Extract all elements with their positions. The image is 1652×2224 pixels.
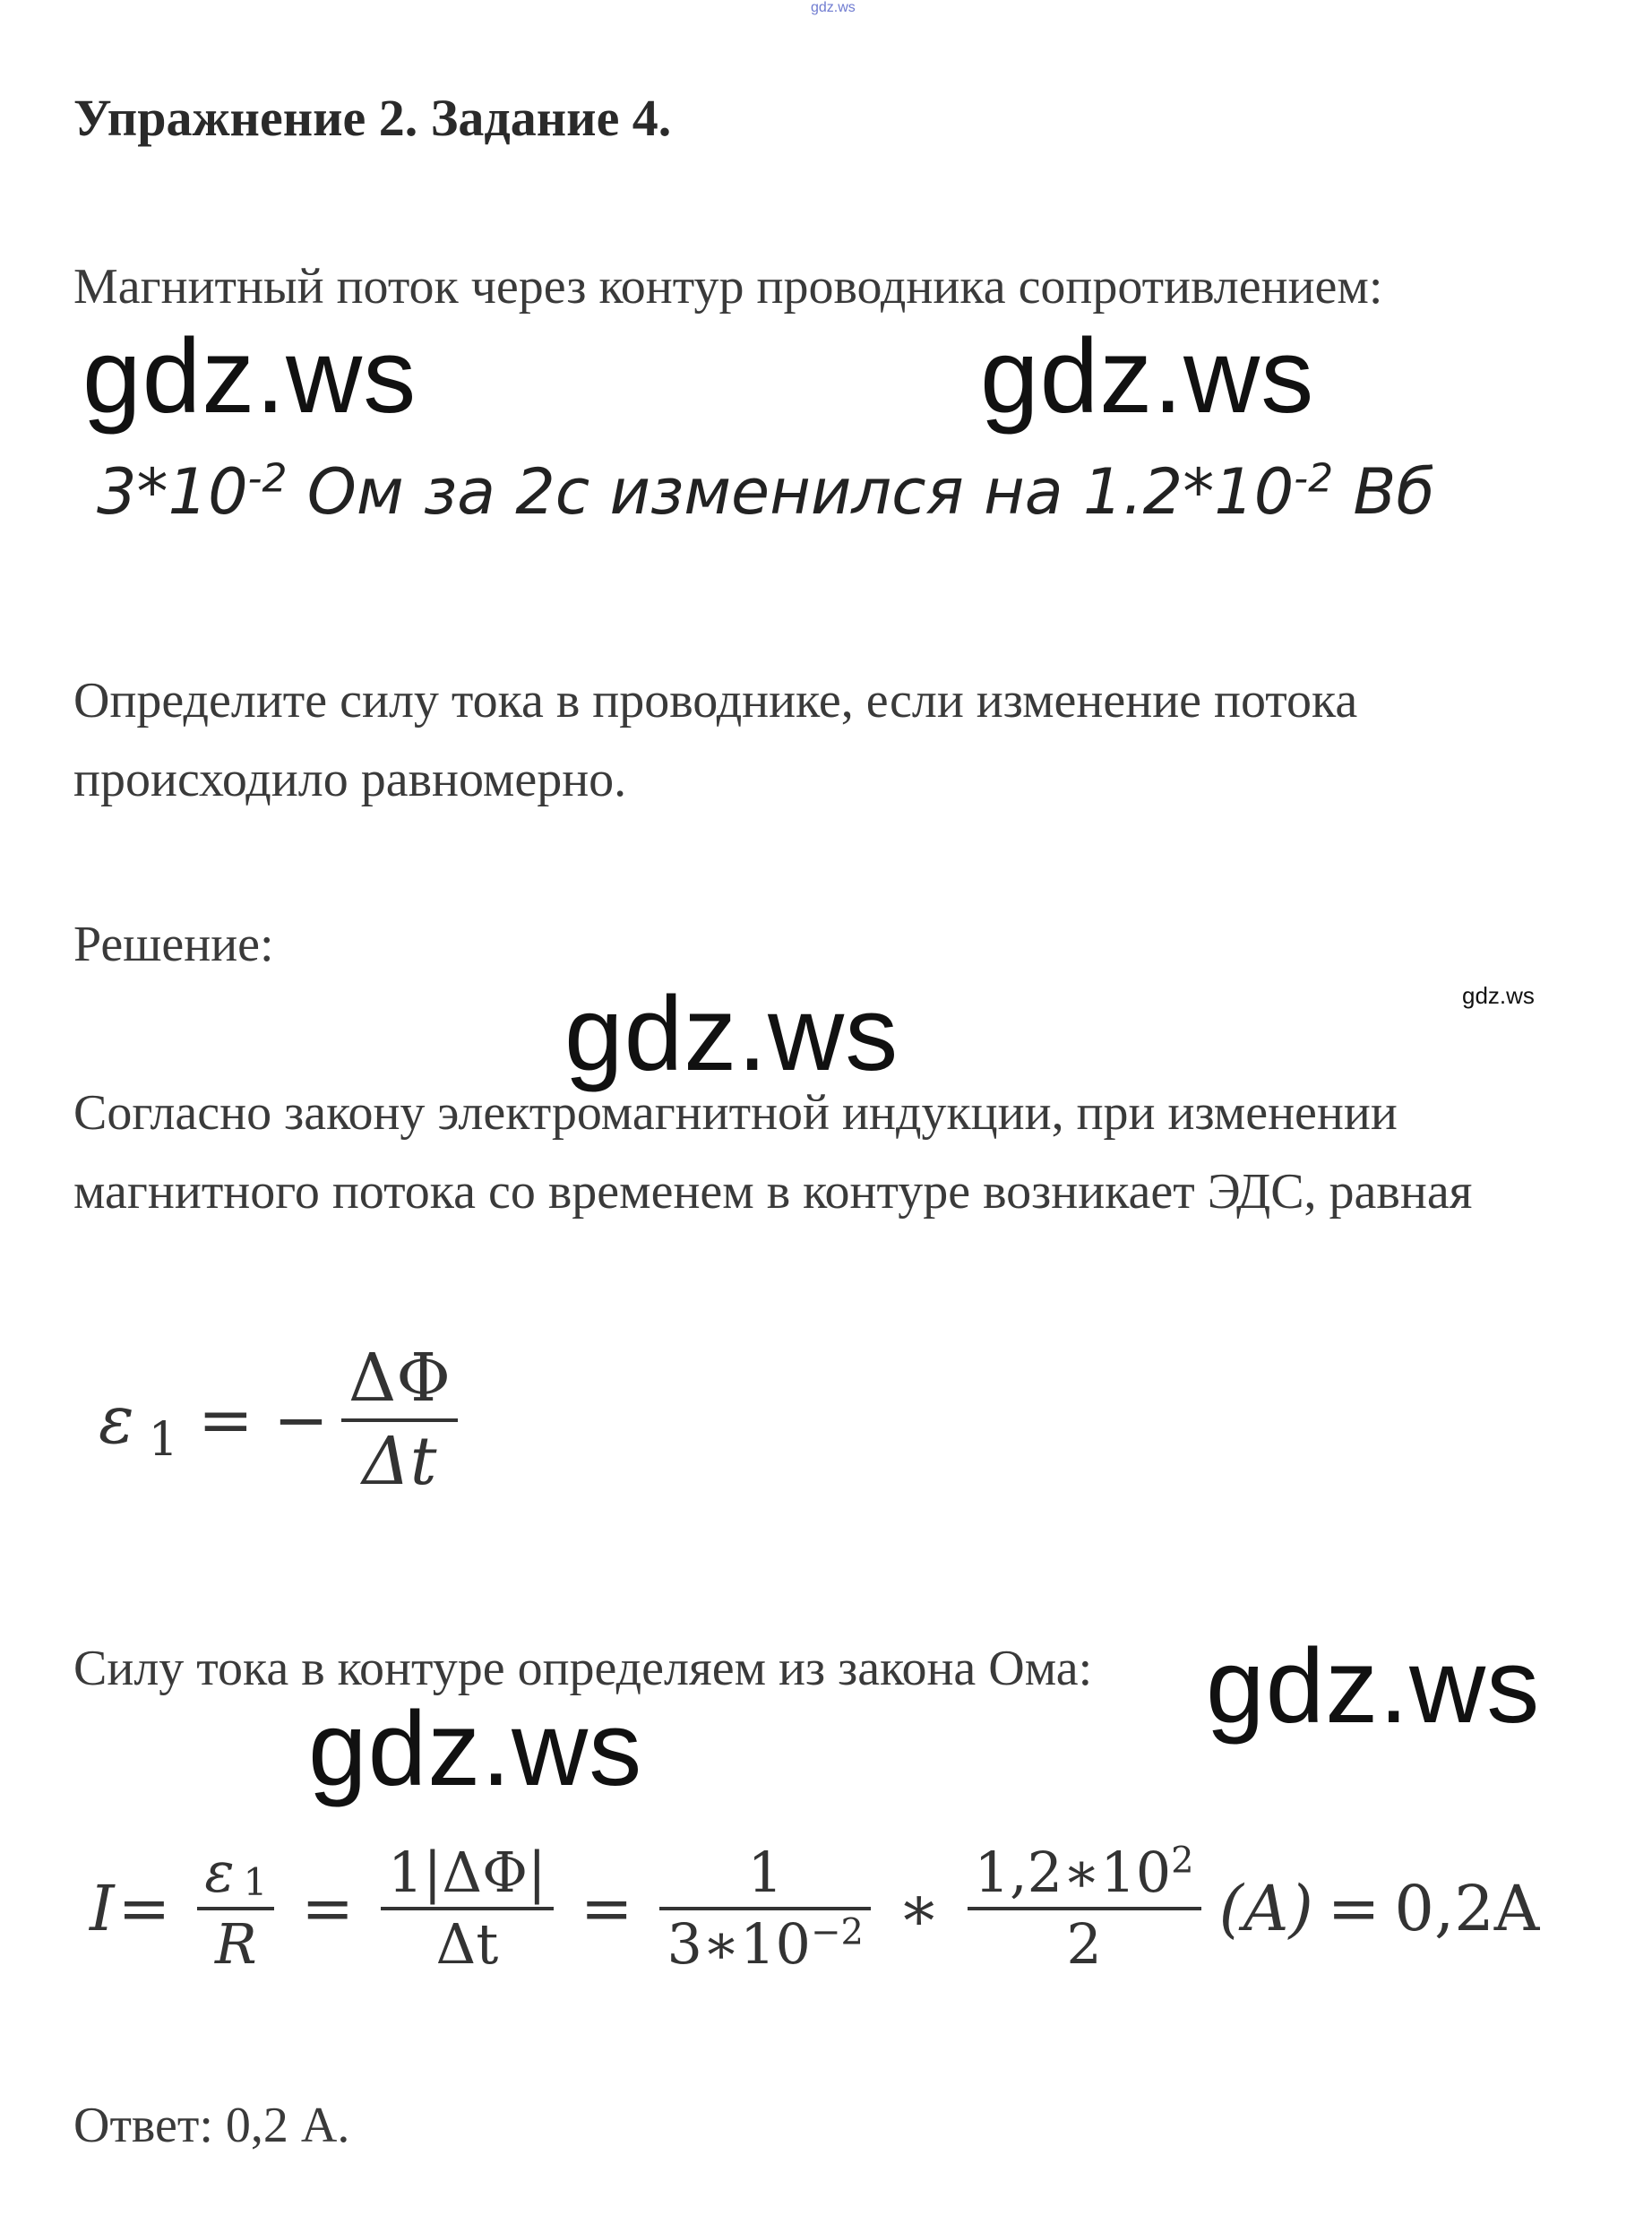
condition-line-1: Магнитный поток через контур проводника сопротивлением: [73, 259, 1383, 315]
math-part: 3*10 [97, 455, 248, 529]
question-line-1: Определите силу тока в проводнике, если изменение потока [73, 673, 1358, 728]
equals-sign: = [580, 1872, 633, 1945]
fraction-bar [381, 1907, 554, 1910]
exponent: −2 [810, 1911, 864, 1953]
fraction-numerator: ΔΦ [348, 1339, 451, 1417]
watermark: gdz.ws [308, 1690, 643, 1808]
answer-line: Ответ: 0,2 А. [73, 2098, 350, 2153]
flux-value-fraction [968, 1839, 1201, 1977]
current-symbol: I [90, 1872, 115, 1945]
fraction-denominator [659, 1911, 870, 1977]
exponent: -2 [1294, 455, 1334, 502]
current-formula [90, 1819, 1539, 1998]
result-value: 0,2A [1394, 1872, 1540, 1945]
minus-sign: − [272, 1382, 329, 1459]
math-part: Вб [1333, 455, 1435, 529]
multiply-sign: ∗ [897, 1872, 941, 1945]
emf-symbol: ε [99, 1382, 134, 1459]
fraction-numerator: 1|ΔΦ| [387, 1839, 546, 1905]
emf-symbol: ε [204, 1839, 235, 1905]
fraction-denominator: 2 [1066, 1911, 1102, 1977]
solution-text-line-2: магнитного потока со временем в контуре возникает ЭДС, равная [73, 1164, 1473, 1220]
numerator-base: 1,2∗10 [974, 1839, 1172, 1905]
flux-time-fraction [381, 1839, 554, 1977]
emf-formula [99, 1339, 470, 1500]
exponent: 2 [1171, 1840, 1194, 1882]
fraction-denominator: Δt [435, 1911, 499, 1977]
question-line-2: происходило равномерно. [73, 752, 627, 807]
fraction-bar [341, 1418, 458, 1422]
fraction-bar [659, 1907, 870, 1910]
watermark: gdz.ws [82, 317, 417, 435]
watermark: gdz.ws [564, 975, 899, 1093]
page-title: Упражнение 2. Задание 4. [73, 89, 672, 147]
fraction-numerator [968, 1839, 1201, 1905]
fraction-numerator: 1 [747, 1839, 783, 1905]
fraction-numerator [197, 1839, 274, 1905]
flux-time-fraction [341, 1339, 458, 1500]
top-watermark: gdz.ws [811, 0, 856, 15]
fraction-bar [968, 1907, 1201, 1910]
emf-resistance-fraction [197, 1839, 274, 1977]
unit-label: (A) [1218, 1872, 1313, 1945]
inverse-resistance-fraction [659, 1839, 870, 1977]
emf-subscript: 1 [148, 1413, 178, 1467]
fraction-denominator: Δt [362, 1423, 437, 1500]
condition-math-line [97, 455, 1435, 529]
math-part: Ом за 2с изменился на 1.2*10 [287, 455, 1295, 529]
solution-label: Решение: [73, 917, 274, 972]
equals-sign: = [1327, 1872, 1381, 1945]
watermark: gdz.ws [1206, 1627, 1541, 1746]
fraction-bar [197, 1907, 274, 1910]
equals-sign: = [117, 1872, 171, 1945]
denominator-base: 3∗10 [667, 1911, 811, 1977]
equals-sign: = [197, 1382, 254, 1459]
equals-sign: = [301, 1872, 354, 1945]
fraction-denominator: R [214, 1911, 257, 1977]
ohm-law-text: Силу тока в контуре определяем из закона Ома: [73, 1641, 1093, 1696]
solution-text-line-1: Согласно закону электромагнитной индукции, при изменении [73, 1085, 1398, 1141]
watermark: gdz.ws [980, 317, 1315, 435]
watermark-small: gdz.ws [1462, 982, 1535, 1009]
emf-subscript: 1 [243, 1859, 268, 1904]
exponent: -2 [247, 455, 288, 502]
